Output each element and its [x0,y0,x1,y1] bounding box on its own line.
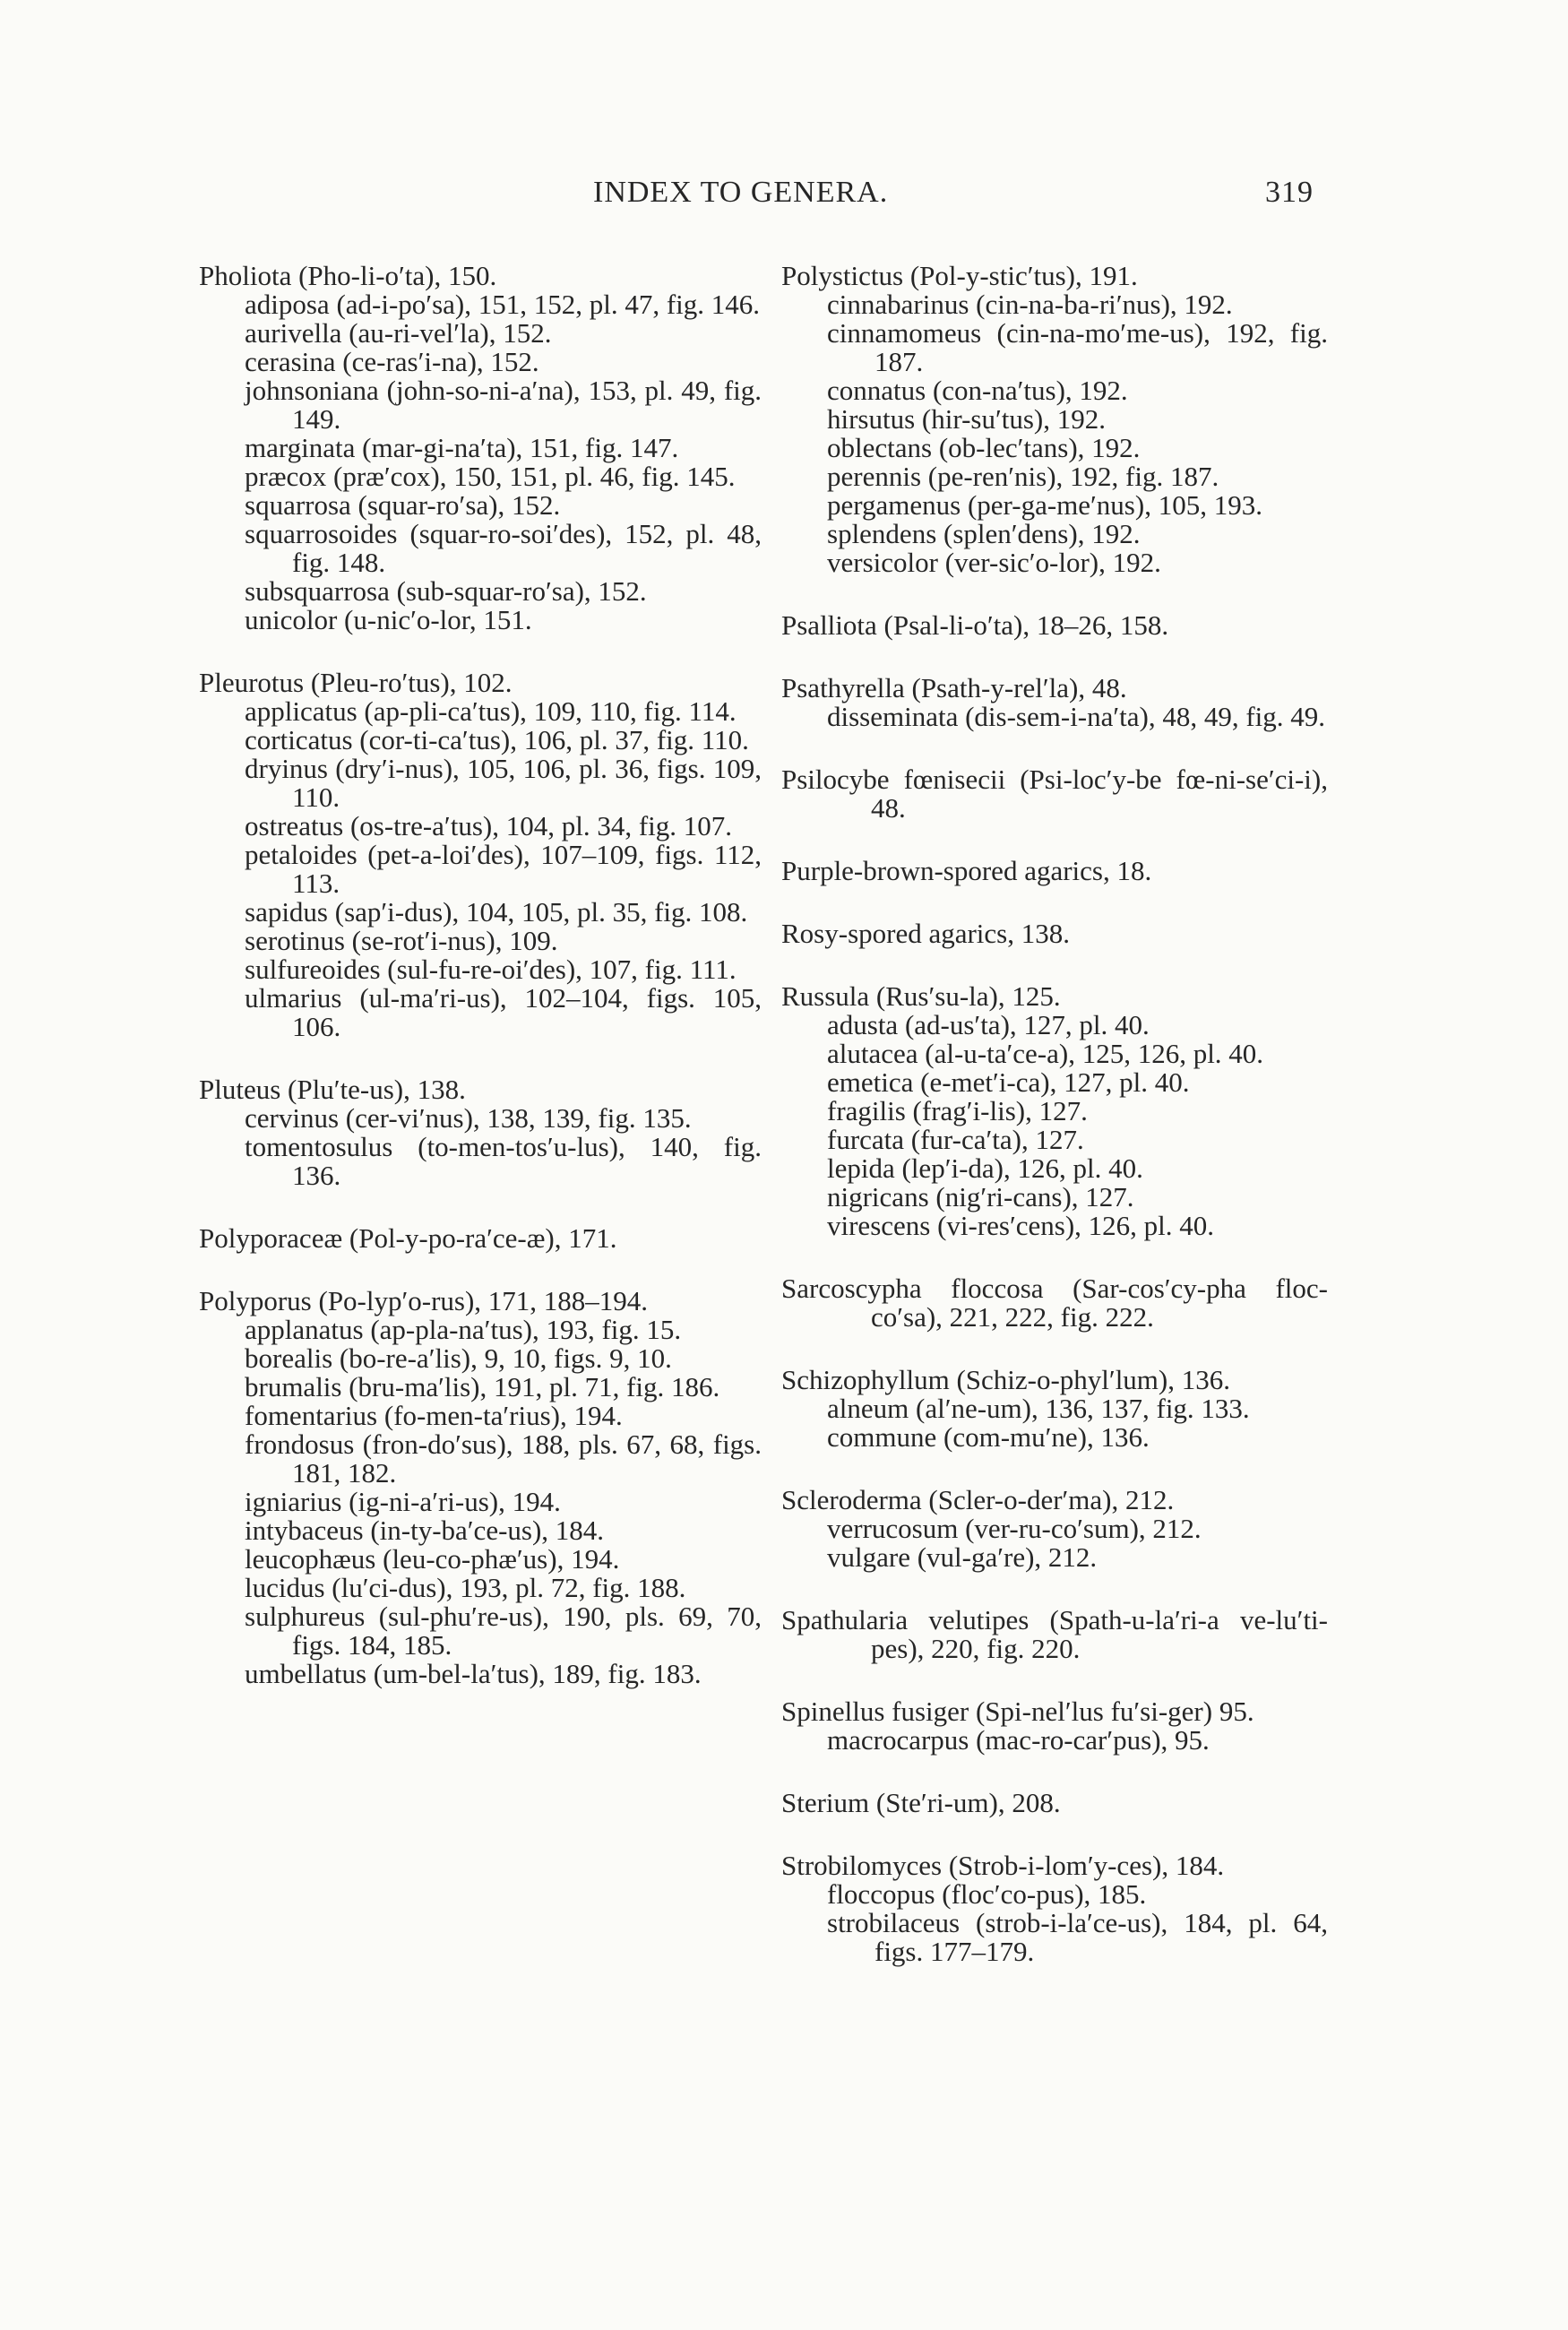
index-entry-sub: emetica (e-met′i-ca), 127, pl. 40. [827,1066,1190,1098]
index-entry-main: Purple-brown-spored agarics, 18. [781,855,1152,886]
index-entry-sub: verrucosum (ver-ru-co′sum), 212. [827,1513,1202,1544]
index-entry-main: Pluteus (Plu′te-us), 138. [199,1074,466,1105]
index-entry-sub: cerasina (ce-ras′i-na), 152. [245,346,539,377]
index-entry-sub: adiposa (ad-i-po′sa), 151, 152, pl. 47, fig. 146. [245,289,761,320]
index-entry-main: Pholiota (Pho-li-o′ta), 150. [199,260,497,291]
index-group [199,1075,762,1190]
index-entry-main: Psilocybe fœnisecii (Psi-loc′y-be fœ-ni-se′ci-i), 48. [781,764,1328,824]
index-entry-sub: virescens (vi-res′cens), 126, pl. 40. [827,1210,1215,1241]
index-entry-sub: ulmarius (ul-ma′ri-us), 102–104, figs. 105, 106. [245,982,762,1042]
index-entry-sub: tomentosulus (to-men-tos′u-lus), 140, fig. 136. [245,1131,762,1191]
index-entry-main: Spathularia velutipes (Spath-u-la′ri-a ve-lu′ti-pes), 220, fig. 220. [781,1604,1328,1664]
index-group [199,1287,762,1688]
index-entry-sub: johnsoniana (john-so-ni-a′na), 153, pl. 49, fig. 149. [245,375,762,435]
index-entry-main: Scleroderma (Scler-o-der′ma), 212. [781,1484,1175,1515]
index-entry-sub: nigricans (nig′ri-cans), 127. [827,1181,1134,1212]
index-entry-sub: pergamenus (per-ga-me′nus), 105, 193. [827,489,1262,521]
index-entry-sub: floccopus (floc′co-pus), 185. [827,1878,1147,1910]
index-entry-sub: lepida (lep′i-da), 126, pl. 40. [827,1152,1143,1184]
index-group [781,919,1328,948]
index-entry-sub: præcox (præ′cox), 150, 151, pl. 46, fig. 145. [245,461,736,492]
index-entry-main: Psalliota (Psal-li-o′ta), 18–26, 158. [781,609,1169,641]
index-entry-sub: ostreatus (os-tre-a′tus), 104, pl. 34, fig. 107. [245,810,733,841]
index-entry-sub: splendens (splen′dens), 192. [827,518,1141,549]
index-column-left [199,262,762,1722]
index-entry-main: Strobilomyces (Strob-i-lom′y-ces), 184. [781,1850,1225,1881]
index-entry-main: Sterium (Ste′ri-um), 208. [781,1787,1061,1818]
index-entry-sub: vulgare (vul-ga′re), 212. [827,1541,1098,1573]
index-entry-main: Polyporus (Po-lyp′o-rus), 171, 188–194. [199,1285,649,1316]
index-entry-sub: alneum (al′ne-um), 136, 137, fig. 133. [827,1393,1250,1424]
index-entry-sub: umbellatus (um-bel-la′tus), 189, fig. 183. [245,1658,702,1689]
running-title: INDEX TO GENERA. [593,176,889,209]
index-entry-sub: subsquarrosa (sub-squar-ro′sa), 152. [245,575,647,607]
index-entry-sub: connatus (con-na′tus), 192. [827,375,1128,406]
index-entry-sub: sulphureus (sul-phu′re-us), 190, pls. 69, 70, figs. 184, 185. [245,1601,762,1661]
index-entry-sub: versicolor (ver-sic′o-lor), 192. [827,547,1161,578]
index-entry-sub: sapidus (sap′i-dus), 104, 105, pl. 35, fig. 108. [245,896,748,928]
index-entry-sub: dryinus (dry′i-nus), 105, 106, pl. 36, figs. 109, 110. [245,753,762,813]
index-entry-sub: cinnamomeus (cin-na-mo′me-us), 192, fig. 187. [827,317,1328,377]
index-entry-sub: lucidus (lu′ci-dus), 193, pl. 72, fig. 188. [245,1572,686,1603]
index-group [781,262,1328,577]
index-entry-sub: applicatus (ap-pli-ca′tus), 109, 110, fig. 114. [245,695,737,727]
index-entry-sub: brumalis (bru-ma′lis), 191, pl. 71, fig. 186. [245,1371,720,1402]
index-entry-sub: fragilis (frag′i-lis), 127. [827,1095,1088,1126]
index-entry-sub: frondosus (fron-do′sus), 188, pls. 67, 68, figs. 181, 182. [245,1428,762,1489]
index-group [781,1274,1328,1332]
index-entry-sub: petaloides (pet-a-loi′des), 107–109, figs. 112, 113. [245,839,762,899]
index-entry-main: Rosy-spored agarics, 138. [781,918,1070,949]
index-entry-sub: perennis (pe-ren′nis), 192, fig. 187. [827,461,1219,492]
page-number: 319 [1265,176,1314,209]
index-entry-sub: strobilaceus (strob-i-la′ce-us), 184, pl. 64, figs. 177–179. [827,1907,1328,1967]
index-entry-sub: leucophæus (leu-co-phæ′us), 194. [245,1543,620,1575]
index-entry-sub: hirsutus (hir-su′tus), 192. [827,403,1106,435]
index-entry-sub: macrocarpus (mac-ro-car′pus), 95. [827,1724,1210,1756]
index-group [199,1224,762,1253]
index-group [781,1851,1328,1966]
index-group [781,1789,1328,1817]
index-entry-main: Polyporaceæ (Pol-y-po-ra′ce-æ), 171. [199,1222,617,1254]
index-entry-main: Spinellus fusiger (Spi-nel′lus fu′si-ger) 95. [781,1696,1254,1727]
index-group [781,1486,1328,1572]
index-group [781,982,1328,1240]
index-entry-sub: adusta (ad-us′ta), 127, pl. 40. [827,1009,1150,1040]
index-entry-sub: alutacea (al-u-ta′ce-a), 125, 126, pl. 40. [827,1038,1264,1069]
index-entry-sub: aurivella (au-ri-vel′la), 152. [245,317,552,349]
index-entry-main: Psathyrella (Psath-y-rel′la), 48. [781,672,1127,703]
index-entry-main: Sarcoscypha floccosa (Sar-cos′cy-pha floc-co′sa), 221, 222, fig. 222. [781,1273,1328,1333]
index-entry-main: Pleurotus (Pleu-ro′tus), 102. [199,667,513,698]
index-entry-sub: squarrosa (squar-ro′sa), 152. [245,489,561,521]
index-entry-main: Polystictus (Pol-y-stic′tus), 191. [781,260,1138,291]
index-group [199,669,762,1041]
index-entry-sub: serotinus (se-rot′i-nus), 109. [245,925,558,956]
index-entry-sub: disseminata (dis-sem-i-na′ta), 48, 49, fig. 49. [827,701,1326,732]
index-entry-sub: cinnabarinus (cin-na-ba-ri′nus), 192. [827,289,1233,320]
index-entry-sub: applanatus (ap-pla-na′tus), 193, fig. 15. [245,1314,682,1345]
index-entry-sub: igniarius (ig-ni-a′ri-us), 194. [245,1486,561,1517]
index-group [781,765,1328,823]
index-entry-sub: oblectans (ob-lec′tans), 192. [827,432,1141,463]
index-group [781,1366,1328,1452]
index-entry-sub: cervinus (cer-vi′nus), 138, 139, fig. 135. [245,1102,692,1134]
index-entry-sub: squarrosoides (squar-ro-soi′des), 152, pl. 48, fig. 148. [245,518,762,578]
index-entry-sub: corticatus (cor-ti-ca′tus), 106, pl. 37, fig. 110. [245,724,749,755]
index-group [781,1697,1328,1755]
index-entry-sub: marginata (mar-gi-na′ta), 151, fig. 147. [245,432,679,463]
index-entry-sub: furcata (fur-ca′ta), 127. [827,1124,1084,1155]
index-entry-main: Russula (Rus′su-la), 125. [781,980,1061,1012]
index-group [781,674,1328,731]
index-group [781,611,1328,640]
index-entry-sub: intybaceus (in-ty-ba′ce-us), 184. [245,1514,605,1546]
index-group [781,857,1328,885]
running-head [0,176,1568,220]
index-group [781,1606,1328,1663]
index-entry-sub: commune (com-mu′ne), 136. [827,1421,1150,1453]
index-group [199,262,762,634]
index-entry-sub: unicolor (u-nic′o-lor, 151. [245,604,532,635]
index-entry-sub: borealis (bo-re-a′lis), 9, 10, figs. 9, 10. [245,1342,672,1374]
index-entry-main: Schizophyllum (Schiz-o-phyl′lum), 136. [781,1364,1230,1395]
index-entry-sub: fomentarius (fo-men-ta′rius), 194. [245,1400,623,1431]
index-entry-sub: sulfureoides (sul-fu-re-oi′des), 107, fig. 111. [245,954,737,985]
index-column-right [781,262,1328,2000]
